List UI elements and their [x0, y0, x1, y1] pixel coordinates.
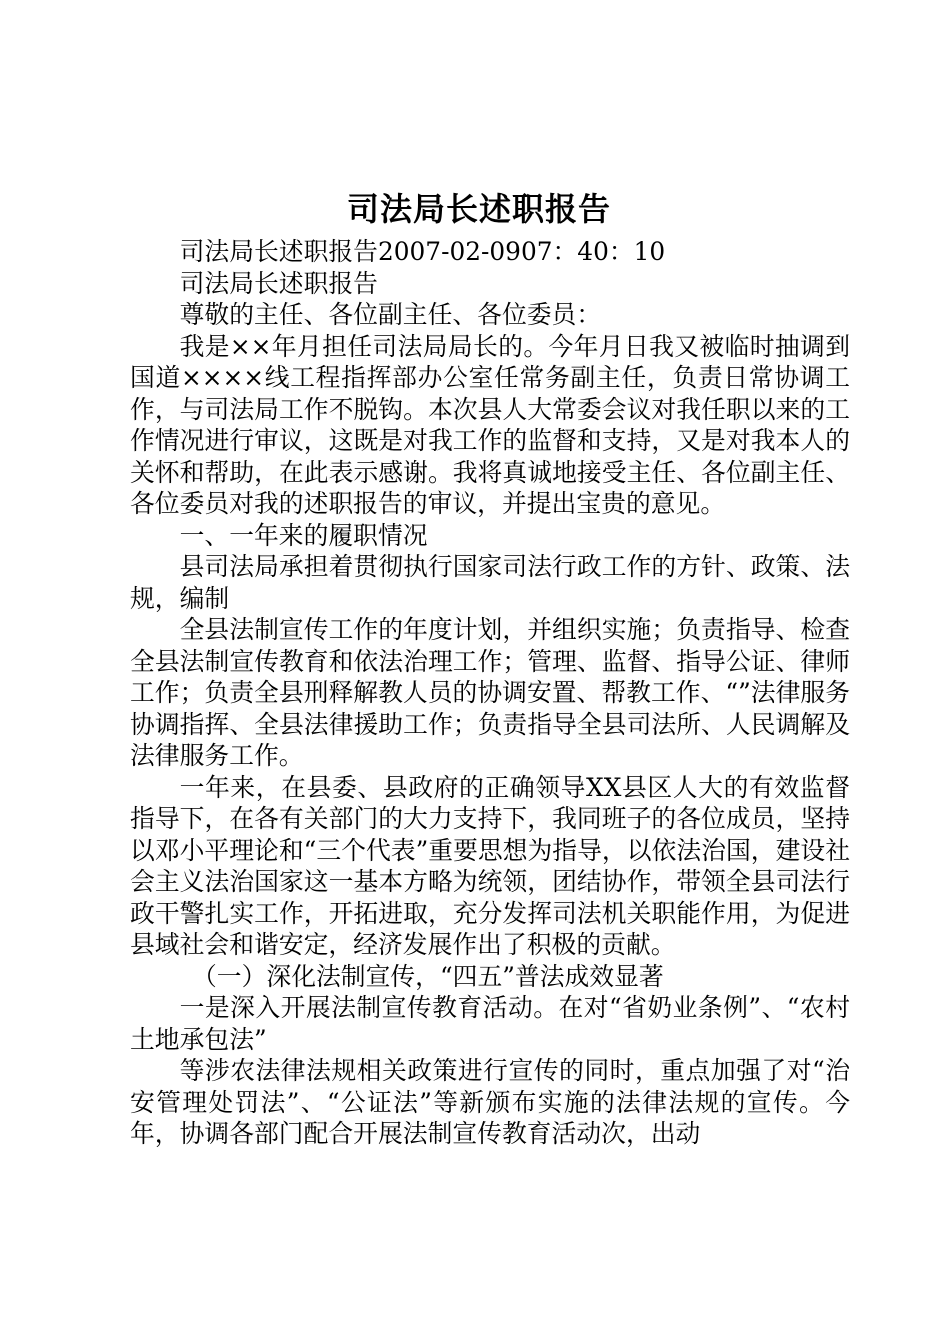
paragraph-subtitle: 司法局长述职报告	[179, 268, 378, 298]
document-body	[130, 236, 850, 1150]
paragraph-summary: 一年来，在县委、县政府的正确领导XX县区人大的有效监督指导下，在各有关部门的大力支持下，我同班子的各位成员，坚持以邓小平理论和“三个代表”重要思想为指导，以依法治国，建设社会主义法治国家这一基本方略为统领，团结协作，带领全县司法行政干警扎实工作，开拓进取，充分发挥司法机关职能作用，为促进县域社会和谐安定，经济发展作出了积极的贡献。	[130, 772, 850, 959]
section-heading-1: 一、一年来的履职情况	[179, 520, 428, 550]
document-title: 司法局长述职报告	[346, 190, 611, 228]
paragraph-education-1: 一是深入开展法制宣传教育活动。在对“省奶业条例”、“农村土地承包法”	[130, 993, 850, 1054]
subsection-heading-1: （一）深化法制宣传，“四五”普法成效显著	[192, 961, 664, 991]
paragraph-education-2: 等涉农法律法规相关政策进行宣传的同时，重点加强了对“治安管理处罚法”、“公证法”等新颁布实施的法律法规的宣传。今年，协调各部门配合开展法制宣传教育活动次，出动	[130, 1056, 850, 1148]
paragraph-salutation: 尊敬的主任、各位副主任、各位委员：	[179, 300, 602, 329]
paragraph-duties: 全县法制宣传工作的年度计划，并组织实施；负责指导、检查全县法制宣传教育和依法治理工作；管理、监督、指导公证、律师工作；负责全县刑释解教人员的协调安置、帮教工作、“”法律服务协调指挥、全县法律援助工作；负责指导全县司法所、人民调解及法律服务工作。	[130, 615, 850, 770]
paragraph-introduction: 我是××年月担任司法局局长的。今年月日我又被临时抽调到国道××××线工程指挥部办公室任常务副主任，负责日常协调工作，与司法局工作不脱钩。本次县人大常委会议对我任职以来的工作情况进行审议，这既是对我工作的监督和支持，又是对我本人的关怀和帮助，在此表示感谢。我将真诚地接受主任、各位副主任、各位委员对我的述职报告的审议，并提出宝贵的意见。	[130, 331, 850, 518]
paragraph-duties-intro: 县司法局承担着贯彻执行国家司法行政工作的方针、政策、法规，编制	[130, 552, 850, 613]
paragraph-byline: 司法局长述职报告2007-02-0907：40：10	[179, 237, 666, 266]
